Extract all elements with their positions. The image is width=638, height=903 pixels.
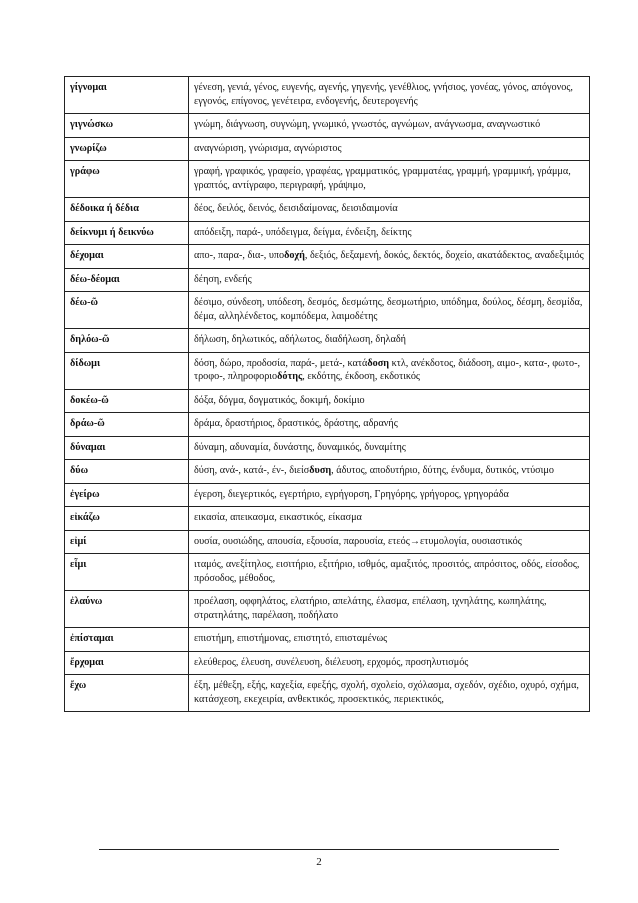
headword-cell: γνωρίζω xyxy=(65,137,189,161)
headword-cell: ἐπίσταμαι xyxy=(65,628,189,652)
derivatives-cell xyxy=(189,530,590,554)
emphasized-fragment: δοση xyxy=(367,357,390,369)
text-fragment: , εκδότης, έκδοση, εκδοτικός xyxy=(302,371,420,382)
text-fragment: δύση, ανά-, κατά-, έν-, διείσ xyxy=(194,465,310,476)
headword-cell: δέδοικα ή δέδια xyxy=(65,198,189,222)
page-number: 2 xyxy=(316,856,322,868)
table-row xyxy=(65,651,590,675)
emphasized-fragment: → xyxy=(409,535,420,547)
headword-cell: δύναμαι xyxy=(65,436,189,460)
table-row xyxy=(65,675,590,712)
headword-cell: γίγνομαι xyxy=(65,77,189,114)
headword-cell: ἔχω xyxy=(65,675,189,712)
text-fragment: απο-, παρα-, δια-, υπο xyxy=(194,250,285,261)
table-row xyxy=(65,413,590,437)
derivatives-cell xyxy=(189,460,590,484)
table-row xyxy=(65,507,590,531)
derivatives-cell: επιστήμη, επιστήμονας, επιστητό, επισταμένως xyxy=(189,628,590,652)
table-row xyxy=(65,245,590,269)
derivatives-cell: δέος, δειλός, δεινός, δεισιδαίμονας, δεισιδαιμονία xyxy=(189,198,590,222)
text-fragment: ουσία, ουσιώδης, απουσία, εξουσία, παρουσία, ετεός xyxy=(194,535,410,547)
text-fragment: δόση, δώρο, προδοσία, παρά-, μετά-, κατά xyxy=(194,357,368,369)
lexicon-table xyxy=(64,76,590,712)
derivatives-cell: γραφή, γραφικός, γραφείο, γραφέας, γραμματικός, γραμματέας, γραμμή, γραμμική, γράμμα, γραπτός, αντίγραφο, περιγραφή, γράψιμο, xyxy=(189,161,590,198)
headword-cell: ἔρχομαι xyxy=(65,651,189,675)
table-row xyxy=(65,389,590,413)
table-row xyxy=(65,114,590,138)
table-row xyxy=(65,460,590,484)
headword-cell: ἐγείρω xyxy=(65,483,189,507)
emphasized-fragment: δοχή xyxy=(284,250,305,261)
headword-cell: δέχομαι xyxy=(65,245,189,269)
text-fragment: , δεξιός, δεξαμενή, δοκός, δεκτός, δοχείο, ακατάδεκτος, αναδεξιμιός xyxy=(304,250,584,261)
derivatives-cell xyxy=(189,245,590,269)
headword-cell: δείκνυμι ή δεικνύω xyxy=(65,221,189,245)
derivatives-cell: δύναμη, αδυναμία, δυνάστης, δυναμικός, δυναμίτης xyxy=(189,436,590,460)
headword-cell: δέω-ῶ xyxy=(65,292,189,329)
headword-cell: δοκέω-ῶ xyxy=(65,389,189,413)
derivatives-cell: γένεση, γενιά, γένος, ευγενής, αγενής, γηγενής, γενέθλιος, γνήσιος, γονέας, γόνος, απόγονος, εγγονός, επίγονος, γενέτειρα, ενδογενής, δευτερογενής xyxy=(189,77,590,114)
headword-cell: εἰμί xyxy=(65,530,189,554)
table-row xyxy=(65,352,590,389)
headword-cell: ἐλαύνω xyxy=(65,591,189,628)
headword-cell: εἶμι xyxy=(65,554,189,591)
derivatives-cell: δήλωση, δηλωτικός, αδήλωτος, διαδήλωση, δηλαδή xyxy=(189,329,590,353)
table-row xyxy=(65,483,590,507)
table-row xyxy=(65,292,590,329)
derivatives-cell: ελεύθερος, έλευση, συνέλευση, διέλευση, ερχομός, προσηλυτισμός xyxy=(189,651,590,675)
derivatives-cell xyxy=(189,352,590,389)
headword-cell: γράφω xyxy=(65,161,189,198)
table-row xyxy=(65,77,590,114)
table-row xyxy=(65,268,590,292)
derivatives-cell: ιταμός, ανεξίτηλος, εισιτήριο, εξιτήριο, ισθμός, αμαξιτός, προσιτός, απρόσιτος, οδός, είσοδος, πρόσοδος, μέθοδος, xyxy=(189,554,590,591)
table-row xyxy=(65,554,590,591)
table-row xyxy=(65,221,590,245)
derivatives-cell: προέλαση, οφφηλάτος, ελατήριο, απελάτης, έλασμα, επέλαση, ιχνηλάτης, κωπηλάτης, στρατηλάτης, παρέλαση, ποδήλατο xyxy=(189,591,590,628)
headword-cell: δηλόω-ῶ xyxy=(65,329,189,353)
table-row xyxy=(65,436,590,460)
derivatives-cell: δόξα, δόγμα, δογματικός, δοκιμή, δοκίμιο xyxy=(189,389,590,413)
table-row xyxy=(65,628,590,652)
text-fragment: κτλ, ανέκδοτος, διάδοση, αιμο-, κατα-, φωτο-, τροφο-, πληροφοριο xyxy=(194,357,581,382)
text-fragment: ετυμολογία, ουσιαστικός xyxy=(420,535,522,547)
text-fragment: , άδυτος, αποδυτήριο, δύτης, ένδυμα, δυτικός, ντύσιμο xyxy=(331,465,554,476)
derivatives-cell: δράμα, δραστήριος, δραστικός, δράστης, αδρανής xyxy=(189,413,590,437)
headword-cell: δέω-δέομαι xyxy=(65,268,189,292)
headword-cell: δύω xyxy=(65,460,189,484)
table-row xyxy=(65,591,590,628)
derivatives-cell: γνώμη, διάγνωση, συγνώμη, γνωμικό, γνωστός, αγνώμων, ανάγνωσμα, αναγνωστικό xyxy=(189,114,590,138)
headword-cell: δίδωμι xyxy=(65,352,189,389)
headword-cell: δράω-ῶ xyxy=(65,413,189,437)
table-row xyxy=(65,198,590,222)
derivatives-cell: έξη, μέθεξη, εξής, καχεξία, εφεξής, σχολή, σχολείο, σχόλασμα, σχεδόν, σχέδιο, οχυρό, σχήμα, κατάσχεση, εκεχειρία, ανθεκτικός, προσεκτικός, περιεκτικός, xyxy=(189,675,590,712)
table-row xyxy=(65,161,590,198)
derivatives-cell: απόδειξη, παρά-, υπόδειγμα, δείγμα, ένδειξη, δείκτης xyxy=(189,221,590,245)
derivatives-cell: δέηση, ενδεής xyxy=(189,268,590,292)
headword-cell: γιγνώσκω xyxy=(65,114,189,138)
emphasized-fragment: δότης xyxy=(277,371,303,382)
derivatives-cell: αναγνώριση, γνώρισμα, αγνώριστος xyxy=(189,137,590,161)
table-row xyxy=(65,329,590,353)
headword-cell: εἰκάζω xyxy=(65,507,189,531)
derivatives-cell: δέσιμο, σύνδεση, υπόδεση, δεσμός, δεσμώτης, δεσμωτήριο, υπόδημα, δούλος, δέσμη, δεσμίδα, δέμα, αλληλένδετος, κομπόδεμα, λαιμοδέτης xyxy=(189,292,590,329)
derivatives-cell: έγερση, διεγερτικός, εγερτήριο, εγρήγορση, Γρηγόρης, γρήγορος, γρηγοράδα xyxy=(189,483,590,507)
table-row xyxy=(65,530,590,554)
table-row xyxy=(65,137,590,161)
emphasized-fragment: δυση xyxy=(309,465,332,476)
footer-divider xyxy=(99,849,559,850)
derivatives-cell: εικασία, απεικασμα, εικαστικός, είκασμα xyxy=(189,507,590,531)
lexicon-table-body xyxy=(65,77,590,712)
